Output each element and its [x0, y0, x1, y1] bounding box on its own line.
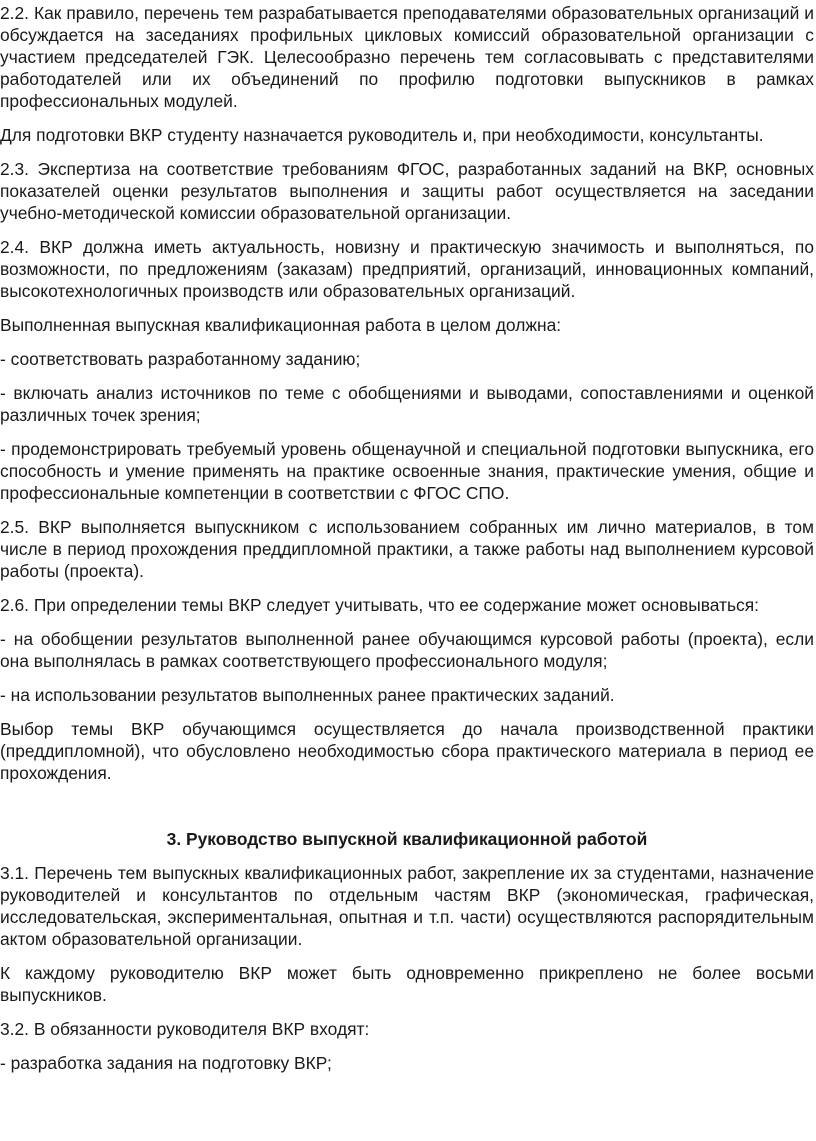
- list-item-duty-1: - разработка задания на подготовку ВКР;: [0, 1053, 332, 1073]
- list-item-requirement-1: - соответствовать разработанному заданию;: [0, 349, 361, 369]
- paragraph-2-4: 2.4. ВКР должна иметь актуальность, новизну и практическую значимость и выполняться, по возможности, по предложениям (заказам) предприятий, организаций, инновационных компаний, высокотехнологичных производств или образовательных организаций.: [0, 237, 814, 301]
- paragraph-2-5: 2.5. ВКР выполняется выпускником с использованием собранных им лично материалов, в том числе в период прохождения преддипломной практики, а также работы над выполнением курсовой работы (проекта).: [0, 517, 814, 581]
- paragraph-2-3: 2.3. Экспертиза на соответствие требованиям ФГОС, разработанных заданий на ВКР, основных показателей оценки результатов выполнения и защиты работ осуществляется на заседании учебно-методической комиссии образовательной организации.: [0, 159, 814, 223]
- list-item-topic-basis-2: - на использовании результатов выполненных ранее практических заданий.: [0, 685, 615, 705]
- list-item-topic-basis-1: - на обобщении результатов выполненной ранее обучающимся курсовой работы (проекта), если она выполнялась в рамках соответствующего профессионального модуля;: [0, 629, 814, 671]
- list-item-requirement-3: - продемонстрировать требуемый уровень общенаучной и специальной подготовки выпускника, его способность и умение применять на практике освоенные знания, практические умения, общие и профессиональные компетенции в соответствии с ФГОС СПО.: [0, 439, 814, 503]
- paragraph-2-4-requirements: Выполненная выпускная квалификационная работа в целом должна:: [0, 315, 562, 335]
- paragraph-2-2-supervisor: Для подготовки ВКР студенту назначается руководитель и, при необходимости, консультанты.: [0, 125, 764, 145]
- paragraph-3-1-limit: К каждому руководителю ВКР может быть одновременно прикреплено не более восьми выпускников.: [0, 963, 814, 1005]
- paragraph-2-6: 2.6. При определении темы ВКР следует учитывать, что ее содержание может основываться:: [0, 595, 759, 615]
- section-3-heading: 3. Руководство выпускной квалификационной работой: [166, 829, 648, 849]
- list-item-requirement-2: - включать анализ источников по теме с обобщениями и выводами, сопоставлениями и оценкой различных точек зрения;: [0, 383, 814, 425]
- paragraph-3-2: 3.2. В обязанности руководителя ВКР входят:: [0, 1019, 370, 1039]
- paragraph-2-6-topic-choice: Выбор темы ВКР обучающимся осуществляется до начала производственной практики (преддипломной), что обусловлено необходимостью сбора практического материала в период ее прохождения.: [0, 719, 814, 783]
- paragraph-3-1: 3.1. Перечень тем выпускных квалификационных работ, закрепление их за студентами, назначение руководителей и консультантов по отдельным частям ВКР (экономическая, графическая, исследовательская, экспериментальная, опытная и т.п. части) осуществляются распорядительным актом образовательной организации.: [0, 863, 814, 949]
- paragraph-2-2: 2.2. Как правило, перечень тем разрабатывается преподавателями образовательных организаций и обсуждается на заседаниях профильных цикловых комиссий образовательной организации с участием председателей ГЭК. Целесообразно перечень тем согласовывать с представителями работодателей или их объединений по профилю подготовки выпускников в рамках профессиональных модулей.: [0, 3, 814, 111]
